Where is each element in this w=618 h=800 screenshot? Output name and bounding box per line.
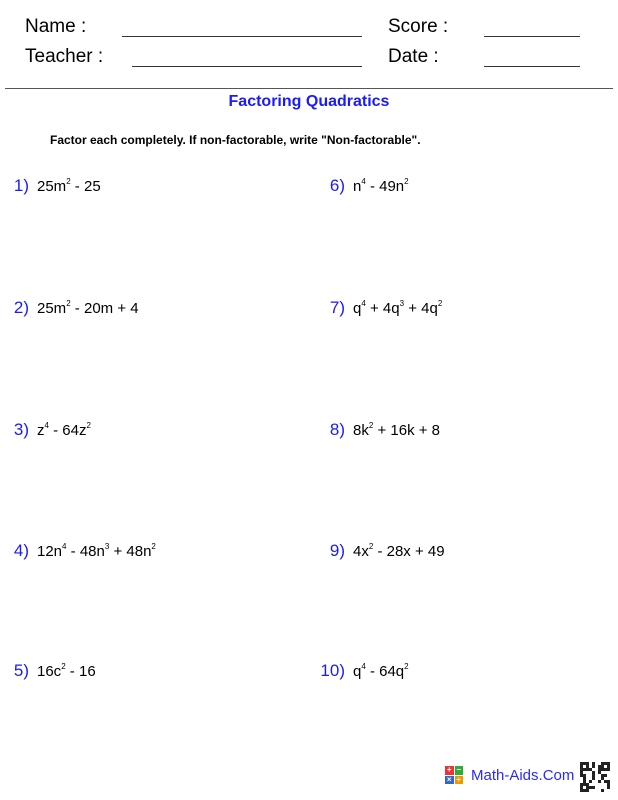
- expression-term: - 25: [70, 178, 101, 195]
- expression-term: + 16k + 8: [373, 422, 441, 439]
- qr-module: [592, 765, 595, 768]
- problem-2: [5, 298, 139, 318]
- logo-glyph: ÷: [455, 776, 464, 785]
- qr-module: [586, 765, 589, 768]
- qr-module: [598, 765, 601, 768]
- exponent: 2: [61, 662, 66, 671]
- exponent: 2: [437, 299, 443, 308]
- qr-module: [598, 780, 601, 783]
- qr-module: [601, 774, 604, 777]
- exponent: 2: [404, 177, 409, 186]
- qr-module: [586, 786, 589, 789]
- problem-expression: [37, 543, 156, 560]
- qr-module: [598, 768, 601, 771]
- exponent: 2: [66, 299, 71, 308]
- problem-number: 10): [320, 661, 345, 680]
- expression-term: - 16: [65, 663, 96, 680]
- expression-term: q: [353, 300, 362, 317]
- logo-glyph: +: [446, 765, 452, 774]
- problem-expression: [353, 300, 442, 317]
- problem-number: 6): [329, 176, 345, 195]
- qr-module: [604, 780, 607, 783]
- qr-module: [601, 777, 604, 780]
- qr-module: [580, 765, 583, 768]
- expression-term: - 64q: [365, 663, 405, 680]
- name-label: Name :: [25, 16, 87, 37]
- qr-module: [580, 774, 583, 777]
- logo-glyph: ×: [446, 774, 452, 784]
- expression-term: - 49n: [365, 178, 405, 195]
- brand-text: Math-Aids.Com: [471, 766, 575, 784]
- problem-expression: [37, 663, 96, 680]
- problem-expression: [353, 663, 409, 680]
- problem-4: [5, 541, 156, 561]
- exponent: 3: [399, 299, 405, 308]
- qr-module: [583, 774, 586, 777]
- problem-number: 9): [329, 541, 345, 560]
- qr-module: [607, 768, 610, 771]
- divider: [5, 88, 613, 89]
- qr-module: [601, 765, 604, 768]
- problem-8: [305, 420, 440, 440]
- name-line: [122, 36, 362, 37]
- qr-module: [580, 768, 583, 771]
- exponent: 4: [361, 662, 366, 671]
- qr-module: [592, 774, 595, 777]
- qr-module: [592, 771, 595, 774]
- qr-module: [583, 789, 586, 792]
- qr-module: [580, 786, 583, 789]
- exponent: 4: [62, 542, 67, 551]
- qr-module: [589, 780, 592, 783]
- problem-expression: [353, 178, 409, 195]
- exponent: 2: [66, 177, 71, 186]
- qr-module: [583, 762, 586, 765]
- exponent: 4: [361, 299, 366, 308]
- qr-module: [589, 786, 592, 789]
- calculator-icon: [445, 766, 463, 784]
- problem-9: [305, 541, 445, 561]
- qr-module: [592, 777, 595, 780]
- problem-number: 7): [329, 298, 345, 317]
- expression-term: 12n: [37, 543, 63, 560]
- expression-term: 25m: [37, 300, 67, 317]
- problem-7: [305, 298, 442, 318]
- expression-term: - 20m + 4: [70, 300, 139, 317]
- qr-module: [586, 783, 589, 786]
- expression-term: q: [353, 663, 362, 680]
- qr-module: [607, 783, 610, 786]
- qr-module: [586, 768, 589, 771]
- expression-term: n: [353, 178, 362, 195]
- problem-number: 4): [13, 541, 29, 560]
- math-aids-logo: [445, 766, 574, 784]
- date-label: Date :: [388, 46, 439, 67]
- qr-code-icon: [580, 762, 610, 792]
- problem-expression: [353, 543, 445, 560]
- date-line: [484, 66, 580, 67]
- problem-expression: [37, 178, 101, 195]
- qr-module: [604, 762, 607, 765]
- worksheet-title: Factoring Quadratics: [228, 93, 390, 110]
- qr-module: [589, 768, 592, 771]
- qr-module: [583, 768, 586, 771]
- problem-number: 3): [13, 420, 29, 439]
- problem-expression: [37, 422, 91, 439]
- qr-module: [586, 762, 589, 765]
- exponent: 2: [86, 421, 91, 430]
- expression-term: 25m: [37, 178, 67, 195]
- exponent: 2: [368, 542, 374, 551]
- logo-glyph: −: [456, 765, 462, 774]
- qr-module: [598, 771, 601, 774]
- qr-module: [592, 762, 595, 765]
- expression-term: z: [37, 422, 45, 439]
- expression-term: + 48n: [109, 543, 152, 560]
- exponent: 3: [104, 542, 110, 551]
- qr-module: [580, 789, 583, 792]
- problem-10: [305, 661, 409, 681]
- qr-module: [601, 768, 604, 771]
- qr-module: [604, 774, 607, 777]
- expression-term: - 64z: [48, 422, 87, 439]
- problem-expression: [353, 422, 440, 439]
- score-line: [484, 36, 580, 37]
- expression-term: 4x: [353, 543, 369, 560]
- problem-number: 8): [329, 420, 345, 439]
- problem-number: 5): [13, 661, 29, 680]
- exponent: 2: [368, 421, 374, 430]
- expression-term: + 4q: [365, 300, 400, 317]
- qr-module: [580, 771, 583, 774]
- instructions: Factor each completely. If non-factorable, write "Non-factorable".: [50, 133, 421, 147]
- qr-module: [607, 780, 610, 783]
- problem-number: 2): [13, 298, 29, 317]
- problem-1: [5, 176, 101, 196]
- exponent: 2: [151, 542, 156, 551]
- qr-module: [580, 762, 583, 765]
- qr-module: [601, 762, 604, 765]
- qr-module: [583, 783, 586, 786]
- qr-module: [607, 786, 610, 789]
- problem-5: [5, 661, 96, 681]
- problem-number: 1): [13, 176, 29, 195]
- qr-module: [601, 789, 604, 792]
- qr-module: [604, 768, 607, 771]
- expression-term: - 48n: [66, 543, 105, 560]
- qr-module: [580, 783, 583, 786]
- problem-6: [305, 176, 409, 196]
- exponent: 4: [44, 421, 49, 430]
- qr-module: [607, 765, 610, 768]
- expression-term: - 28x + 49: [373, 543, 445, 560]
- problem-expression: [37, 300, 139, 317]
- exponent: 4: [361, 177, 366, 186]
- exponent: 2: [404, 662, 409, 671]
- problem-3: [5, 420, 91, 440]
- teacher-line: [132, 66, 362, 67]
- expression-term: + 4q: [404, 300, 438, 317]
- expression-term: 16c: [37, 663, 62, 680]
- qr-module: [583, 780, 586, 783]
- qr-module: [607, 762, 610, 765]
- teacher-label: Teacher :: [25, 46, 104, 67]
- qr-module: [586, 789, 589, 792]
- qr-module: [592, 786, 595, 789]
- expression-term: 8k: [353, 422, 369, 439]
- score-label: Score :: [388, 16, 449, 37]
- qr-module: [583, 777, 586, 780]
